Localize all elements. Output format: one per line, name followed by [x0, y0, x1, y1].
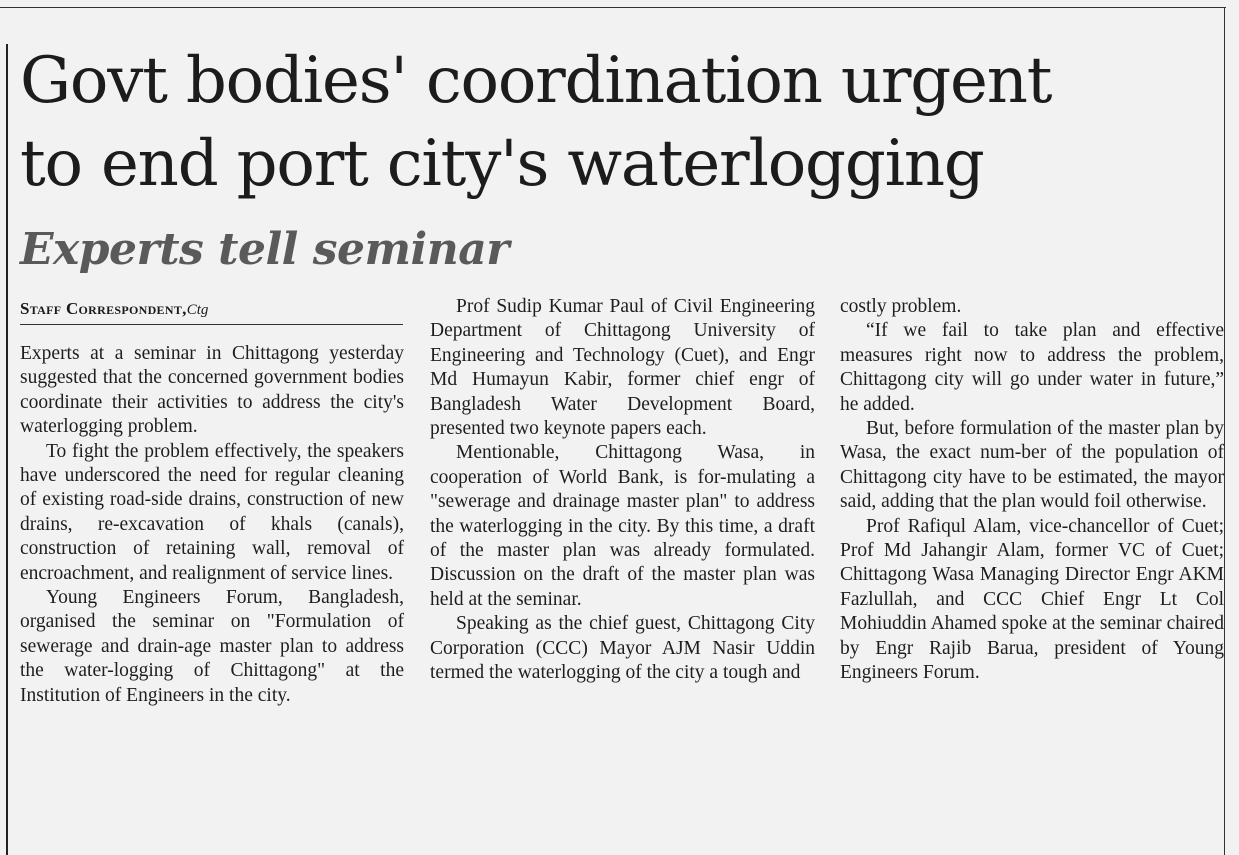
right-border-rule [1224, 7, 1225, 855]
left-border-rule [6, 44, 8, 855]
byline-name: Staff Correspondent, [20, 299, 187, 318]
paragraph: Prof Sudip Kumar Paul of Civil Engineering Department of Chittagong University of Engineering and Technology (Cuet), and Engr Md Humayun Kabir, former chief engr of Bangladesh Water Development Board, presented two keynote papers each. [430, 296, 815, 440]
article-column-1 [20, 342, 404, 708]
paragraph: costly problem. [840, 296, 962, 317]
paragraph: “If we fail to take plan and effective measures right now to address the problem, Chittagong city will go under water in future,” he added. [840, 320, 1224, 415]
paragraph: Experts at a seminar in Chittagong yesterday suggested that the concerned government bodies coordinate their activities to address the city's waterlogging problem. [20, 343, 404, 438]
paragraph: Speaking as the chief guest, Chittagong City Corporation (CCC) Mayor AJM Nasir Uddin termed the waterlogging of the city a tough and [430, 613, 815, 684]
paragraph: To fight the problem effectively, the speakers have underscored the need for regular cleaning of existing road-side drains, construction of new drains, re-excavation of khals (canals), construction of retaining wall, removal of encroachment, and realignment of service lines. [20, 440, 404, 584]
headline [20, 40, 1220, 206]
byline-divider [20, 324, 403, 325]
paragraph: But, before formulation of the master plan by Wasa, the exact num-ber of the population of Chittagong city have to be estimated, the mayor said, adding that the plan would foil otherwise. [840, 418, 1224, 513]
paragraph: Mentionable, Chittagong Wasa, in cooperation of World Bank, is for-mulating a "sewerage and drainage master plan" to address the waterlogging in the city. By this time, a draft of the master plan was already formulated. Discussion on the draft of the master plan was held at the seminar. [430, 442, 815, 610]
byline-location: Ctg [186, 302, 209, 318]
top-border-rule [0, 7, 1226, 8]
byline [20, 299, 405, 319]
kicker-subheadline: Experts tell seminar [20, 224, 509, 275]
headline-line-2: to end port city's waterlogging [20, 127, 984, 201]
article-column-2 [430, 295, 815, 686]
headline-line-1: Govt bodies' coordination urgent [20, 44, 1052, 118]
article-column-3 [840, 295, 1224, 686]
paragraph: Prof Rafiqul Alam, vice-chancellor of Cuet; Prof Md Jahangir Alam, former VC of Cuet; Chittagong Wasa Managing Director Engr AKM Fazlullah, and CCC Chief Engr Lt Col Mohiuddin Ahamed spoke at the seminar chaired by Engr Rajib Barua, president of Young Engineers Forum. [840, 515, 1224, 684]
paragraph: Young Engineers Forum, Bangladesh, organised the seminar on "Formulation of sewerage and drain-age master plan to address the water-logging of Chittagong" at the Institution of Engineers in the city. [20, 587, 404, 706]
